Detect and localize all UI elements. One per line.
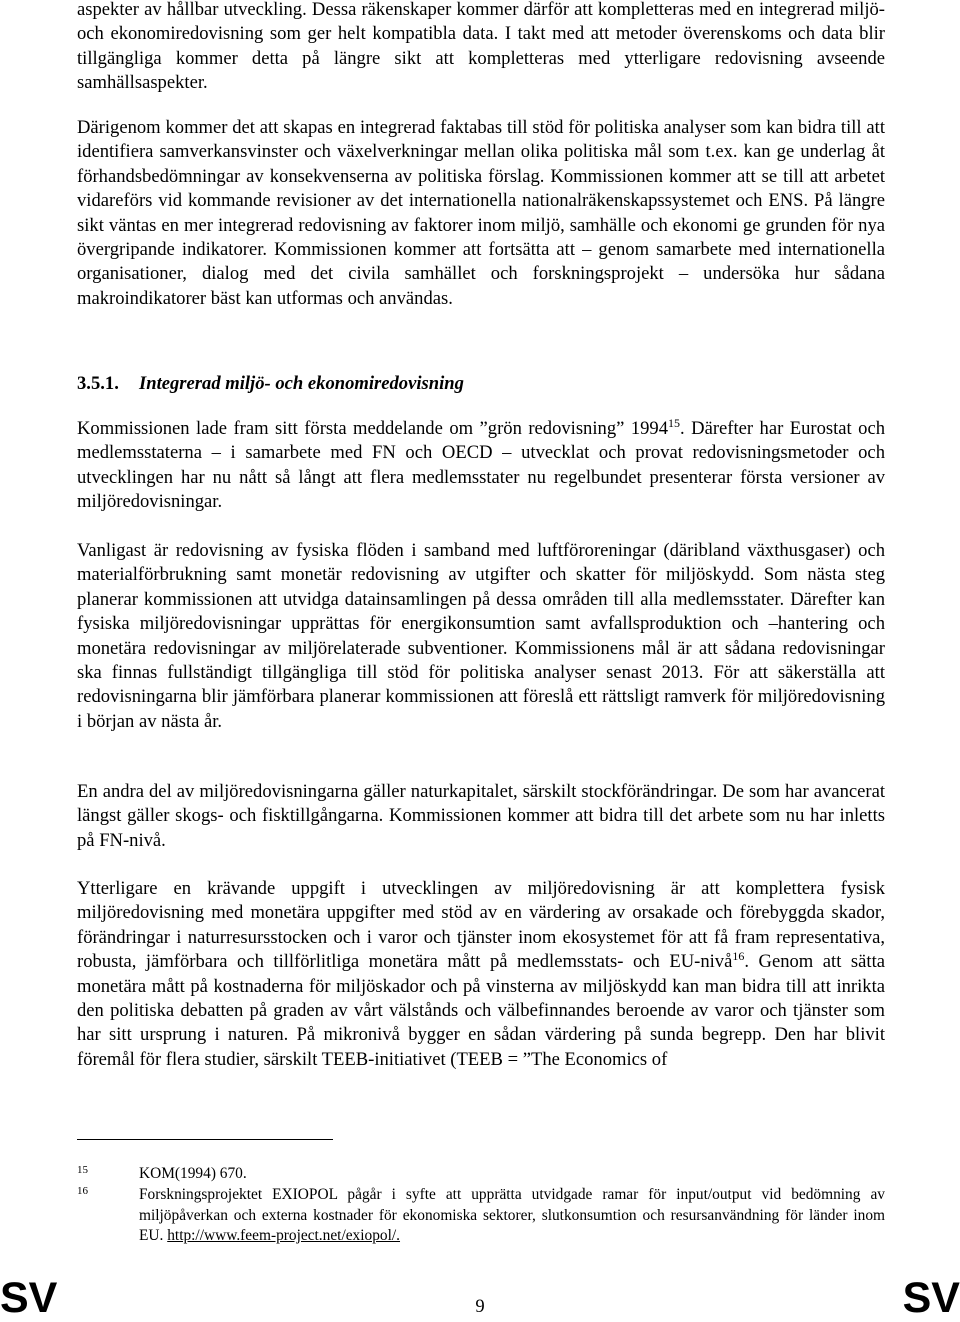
body-paragraph — [77, 417, 885, 515]
body-paragraph: Vanligast är redovisning av fysiska flöden i samband med luftföroreningar (däribland växthusgaser) och materialförbrukning samt monetär redovisning av utgifter och skatter för miljöskydd. Som nästa steg planerar kommissionen att utvidga datainsamlingen på dessa områden till alla medlemsstater. Därefter kan fysiska miljöredovisningar upprättas för energikonsumtion samt avfallsproduktion och –hantering och monetära redovisningar av miljörelaterade subventioner. Kommissionens mål är att sådana redovisningar ska finnas fullständigt tillgängliga till stöd för politiska analyser senast 2013. För att säkerställa att redovisningarna blir jämförbara planerar kommissionen att föreslå ett rättsligt ramverk för miljöredovisning i början av nästa år. — [77, 540, 885, 732]
footnote-link[interactable]: http://www.feem-project.net/exiopol/. — [167, 1227, 401, 1244]
body-paragraph — [77, 877, 885, 1072]
language-code-left: SV — [0, 1274, 58, 1322]
body-text: . Därefter har Eurostat och medlemsstaterna – i samarbete med FN och OECD – utvecklat och provat redovisningsmetoder och utvecklingen har nu nått så långt att flera medlemsstater nu regelbundet presenterar första versioner av miljöredovisningar. — [77, 418, 885, 513]
footnote — [77, 1164, 885, 1185]
footnote — [77, 1185, 885, 1247]
footnote-separator — [77, 1139, 333, 1140]
footnote-number: 16 — [77, 1185, 88, 1197]
footnote-reference[interactable]: 15 — [668, 415, 681, 430]
section-title: Integrerad miljö- och ekonomiredovisning — [139, 373, 464, 394]
body-paragraph: aspekter av hållbar utveckling. Dessa räkenskaper kommer därför att kompletteras med en integrerad miljö- och ekonomiredovisning som ger helt kompatibla data. I takt med att metoder överenskoms och data blir tillgängliga kommer detta på längre sikt att kompletteras med ytterligare redovisning avseende samhällsaspekter. — [77, 0, 885, 94]
footnote-body: Forskningsprojektet EXIOPOL pågår i syfte att upprätta utvidgade ramar för input/output vid bedömning av miljöpåverkan och externa kostnader för ekonomiska sektorer, slutkonsumtion och resursanvändning för länder inom EU. — [139, 1186, 885, 1244]
section-number: 3.5.1. — [77, 373, 119, 394]
body-text: Kommissionen lade fram sitt första meddelande om ”grön redovisning” 1994 — [77, 418, 669, 439]
footnote-reference[interactable]: 16 — [732, 949, 745, 964]
footnote-number: 15 — [77, 1164, 88, 1176]
page-number: 9 — [475, 1296, 485, 1317]
footnote-text — [139, 1185, 885, 1247]
section-heading — [77, 372, 885, 396]
body-paragraph: En andra del av miljöredovisningarna gäller naturkapitalet, särskilt stockförändringar. De som har avancerat längst gäller skogs- och fisktillgångarna. Kommissionen kommer att bidra till det arbete som nu har inletts på FN-nivå. — [77, 781, 885, 851]
body-text: . Genom att sätta monetära mått på kostnaderna för miljöskador och på vinsterna av miljöskydd kan man bidra till att inrikta den politiska debatten på graden av vårt välstånds och välbefinnandes beroende av varor och tjänster som har sitt ursprung i naturen. På mikronivå bygger en sådan värdering på sunda begrepp. Den har blivit föremål för flera studier, särskilt TEEB-initiativet (TEEB = ”The Economics of — [77, 951, 885, 1070]
body-paragraph: Därigenom kommer det att skapas en integrerad faktabas till stöd för politiska analyser som kan bidra till att identifiera samverkansvinster och växelverkningar mellan olika politiska mål som t.ex. kan ge underlag åt förhandsbedömningar av konsekvenserna av politiska förslag. Kommissionen kommer att se till att arbetet vidareförs vid kommande revisioner av det internationella nationalräkenskapssystemet och ENS. På längre sikt väntas en mer integrerad redovisning av faktorer inom miljö, samhälle och ekonomi ge grunden för nya övergripande indikatorer. Kommissionen kommer att fortsätta att – genom samarbete med internationella organisationer, dialog med det civila samhället och forskningsprojekt – undersöka hur sådana makroindikatorer bäst kan utformas och användas. — [77, 117, 885, 309]
language-code-right: SV — [902, 1274, 960, 1322]
body-text: Ytterligare en krävande uppgift i utvecklingen av miljöredovisning är att komplettera fysisk miljöredovisning med monetära uppgifter med stöd av en värdering av orsakade och förebyggda skador, förändringar i naturresursstocken och i varor och tjänster inom ekosystemet för att få fram representativa, robusta, jämförbara och tillförlitliga monetära mått på medlemsstats- och EU-nivå — [77, 878, 885, 973]
footnote-text: KOM(1994) 670. — [139, 1165, 247, 1182]
